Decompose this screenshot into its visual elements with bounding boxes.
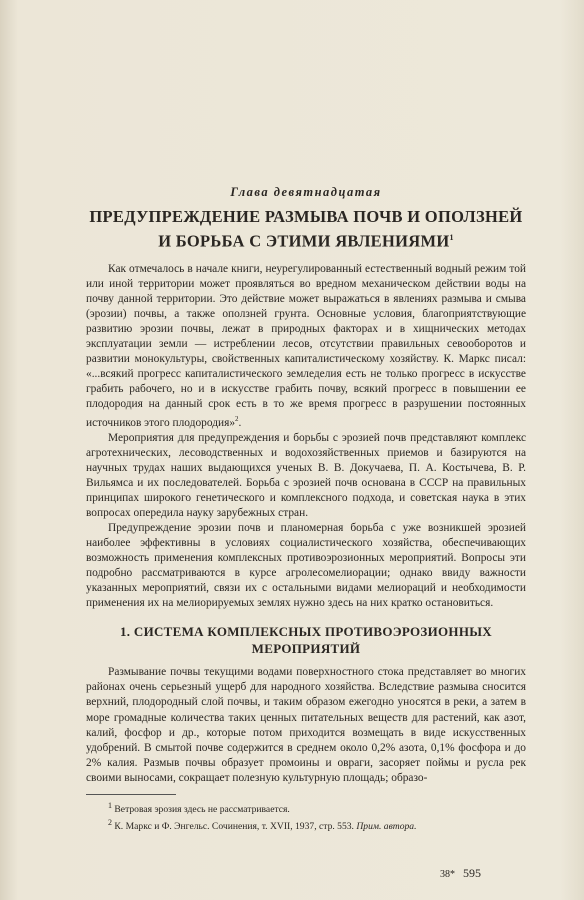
footnote-2 <box>86 816 526 833</box>
footnote-1-mark: 1 <box>108 800 112 810</box>
chapter-title-line2: И БОРЬБА С ЭТИМИ ЯВЛЕНИЯМИ <box>158 231 450 251</box>
paragraph-1-footnote-mark: 2 <box>235 414 239 423</box>
text-column <box>86 185 526 833</box>
page-number: 595 <box>463 866 481 880</box>
chapter-title-line1: ПРЕДУПРЕЖДЕНИЕ РАЗМЫВА ПОЧВ И ОПОЛЗНЕЙ <box>89 207 523 226</box>
footnote-2-text: К. Маркс и Ф. Энгельс. Сочинения, т. XVII, 1937, стр. 553. <box>114 821 357 833</box>
chapter-title-footnote-mark: 1 <box>449 233 454 242</box>
paragraph-2: Мероприятия для предупреждения и борьбы с эрозией почв представляют комплекс агротехнических, лесоводственных и водохозяйственных приемов и базируются на научных трудах наших выдающихся ученых В. В. Докучаева, П. А. Костычева, В. Р. Вильямса и их последователей. Борьба с эрозией почв основана в СССР на правильных принципах широкого генетического и комплексного подхода, и советская наука в этих вопросах опередила науку зарубежных стран. <box>86 431 526 520</box>
page-footer <box>440 866 481 881</box>
section-paragraph: Размывание почвы текущими водами поверхностного стока представляет во многих районах очень серьезный ущерб для народного хозяйства. Вследствие размыва сносится верхний, плодородный слой почвы, и таким образом ежегодно уносятся в реки, а затем в море громадные количества таких ценных питательных веществ для растений, как азот, калий, фосфор и др., которые потом приходится возмещать в виде искусственных удобрений. В смытой почве содержится в среднем около 0,2% азота, 0,1% фосфора и до 2% калия. Размыв почвы образует промоины и овраги, засоряет поймы и русла рек своими выносами, сокращает полезную культурную площадь; образо- <box>86 666 526 784</box>
footnote-rule <box>86 794 176 795</box>
chapter-label: Глава девятнадцатая <box>230 185 382 199</box>
paragraph-1: Как отмечалось в начале книги, неурегулированный естественный водный режим той или иной территории может проявляться во вредном механическом действии воды на почву данной территории. Это действие может выражаться в явлениях размыва и смыва (эрозии) почвы, а также оползней грунта. Основные условия, благоприятствующие развитию эрозии почвы, лежат в природных факторах и в хищнических методах эксплуатации земли — истреблении лесов, отсутствии правильных севооборотов и развитии монокультуры, свойственных капиталистическому хозяйству. К. Маркс писал: «...всякий прогресс капиталистического земледелия есть не только прогресс в искусстве грабить рабочего, но и в искусстве грабить почву, всякий прогресс в повышении ее плодородия на данный срок есть в то же время прогресс в разрушении постоянных источников этого плодородия»$^2$. <box>86 262 526 429</box>
section-title-line1: 1. СИСТЕМА КОМПЛЕКСНЫХ ПРОТИВОЭРОЗИОННЫХ <box>119 624 492 640</box>
footnote-2-mark: 2 <box>108 817 112 827</box>
paragraph-1-text: Как отмечалось в начале книги, неурегулированный естественный водный режим той или иной территории может проявляться во вредном механическом действии воды на почву данной территории. Это действие может выражаться в явлениях размыва и смыва (эрозии) почвы, а также оползней грунта. Основные условия, благоприятствующие развитию эрозии почвы, лежат в природных факторах и в хищнических методах эксплуатации земли — истреблении лесов, отсутствии правильных севооборотов и развитии монокультуры, свойственных капиталистическому хозяйству. К. Маркс писал: «...всякий прогресс капиталистического земледелия есть не только прогресс в искусстве грабить рабочего, но и в искусстве грабить почву, всякий прогресс в повышении ее плодородия на данный срок есть в то же время прогресс в разрушении постоянных источников этого плодородия» <box>86 262 526 429</box>
footnote-2-italic: Прим. автора. <box>356 821 417 833</box>
footnote-1-text: Ветровая эрозия здесь не рассматривается. <box>114 803 290 815</box>
section-title <box>86 623 526 657</box>
chapter-title <box>86 206 526 252</box>
section-title-line2: МЕРОПРИЯТИЙ <box>251 641 361 657</box>
signature-mark: 38* <box>440 869 455 880</box>
footnote-1 <box>86 799 526 816</box>
paragraph-3: Предупреждение эрозии почв и планомерная борьба с уже возникшей эрозией наиболее эффективны в условиях социалистического хозяйства, обеспечивающих возможность применения комплексных противоэрозионных мероприятий. Вопросы эти подробно рассматриваются в курсе агролесомелиорации; однако ввиду важности указанных мероприятий, связи их с остальными видами мелиораций и необходимости применения их на мелиорируемых землях нужно здесь на них кратко остановиться. <box>86 522 526 610</box>
